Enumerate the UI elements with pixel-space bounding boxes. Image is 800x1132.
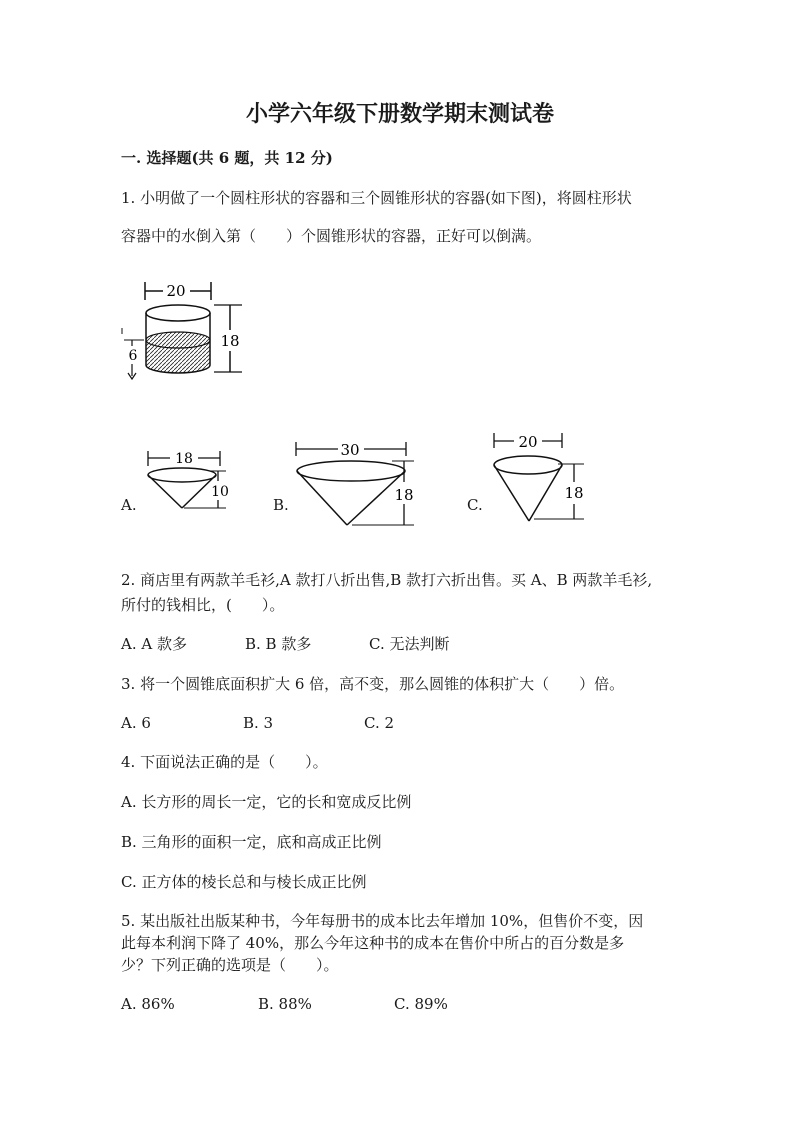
cylinder-figure xyxy=(118,278,248,388)
cone-c-option-label: C. xyxy=(467,496,483,514)
question-4-option-a: A. 长方形的周长一定，它的长和宽成反比例 xyxy=(121,793,412,811)
cylinder-height-label: 18 xyxy=(220,332,240,350)
question-3-line-1: 3. 将一个圆锥底面积扩大 6 倍，高不变，那么圆锥的体积扩大（ ）倍。 xyxy=(121,675,625,693)
cone-b-diameter-label: 30 xyxy=(340,441,360,459)
question-5-line-1: 5. 某出版社出版某种书，今年每册书的成本比去年增加 10%，但售价不变，因 xyxy=(121,912,644,930)
question-5-line-3: 少？下列正确的选项是（ ）。 xyxy=(121,956,339,974)
question-2-option-a: A. A 款多 xyxy=(121,635,187,653)
question-5-option-c: C. 89% xyxy=(394,995,448,1013)
cone-a-height-label: 10 xyxy=(211,484,229,500)
question-2-line-1: 2. 商店里有两款羊毛衫,A 款打八折出售,B 款打六折出售。买 A、B 两款羊毛衫, xyxy=(121,571,653,589)
question-4-option-c: C. 正方体的棱长总和与棱长成正比例 xyxy=(121,873,367,891)
cone-b-height-label: 18 xyxy=(394,486,414,504)
cone-c-height-label: 18 xyxy=(564,484,584,502)
question-3-option-a: A. 6 xyxy=(121,714,151,732)
cone-a-diameter-label: 18 xyxy=(175,451,193,467)
question-3-option-c: C. 2 xyxy=(364,714,395,732)
question-4-option-b: B. 三角形的面积一定，底和高成正比例 xyxy=(121,833,382,851)
page-title: 小学六年级下册数学期末测试卷 xyxy=(245,101,554,127)
question-2-option-c: C. 无法判断 xyxy=(369,635,450,653)
cone-c-figure xyxy=(488,430,592,526)
question-5-line-2: 此每本利润下降了 40%，那么今年这种书的成本在售价中所占的百分数是多 xyxy=(121,934,625,952)
question-5-option-b: B. 88% xyxy=(258,995,312,1013)
question-5-option-a: A. 86% xyxy=(121,995,175,1013)
cone-c-diameter-label: 20 xyxy=(518,433,538,451)
cone-a-figure xyxy=(144,448,236,528)
question-1-line-2: 容器中的水倒入第（ ）个圆锥形状的容器，正好可以倒满。 xyxy=(121,227,542,245)
cone-b-figure xyxy=(292,438,422,530)
question-1-line-1: 1. 小明做了一个圆柱形状的容器和三个圆锥形状的容器(如下图)，将圆柱形状 xyxy=(121,189,632,207)
question-3-option-b: B. 3 xyxy=(243,714,274,732)
question-4-line-1: 4. 下面说法正确的是（ ）。 xyxy=(121,753,328,771)
cone-a-option-label: A. xyxy=(121,496,137,514)
cylinder-diameter-label: 20 xyxy=(166,282,186,300)
question-2-line-2: 所付的钱相比，( ）。 xyxy=(121,596,285,614)
question-2-option-b: B. B 款多 xyxy=(245,635,312,653)
section-heading: 一. 选择题(共 6 题，共 12 分) xyxy=(121,149,333,167)
cone-b-option-label: B. xyxy=(273,496,289,514)
cylinder-water-label: 6 xyxy=(128,348,138,364)
